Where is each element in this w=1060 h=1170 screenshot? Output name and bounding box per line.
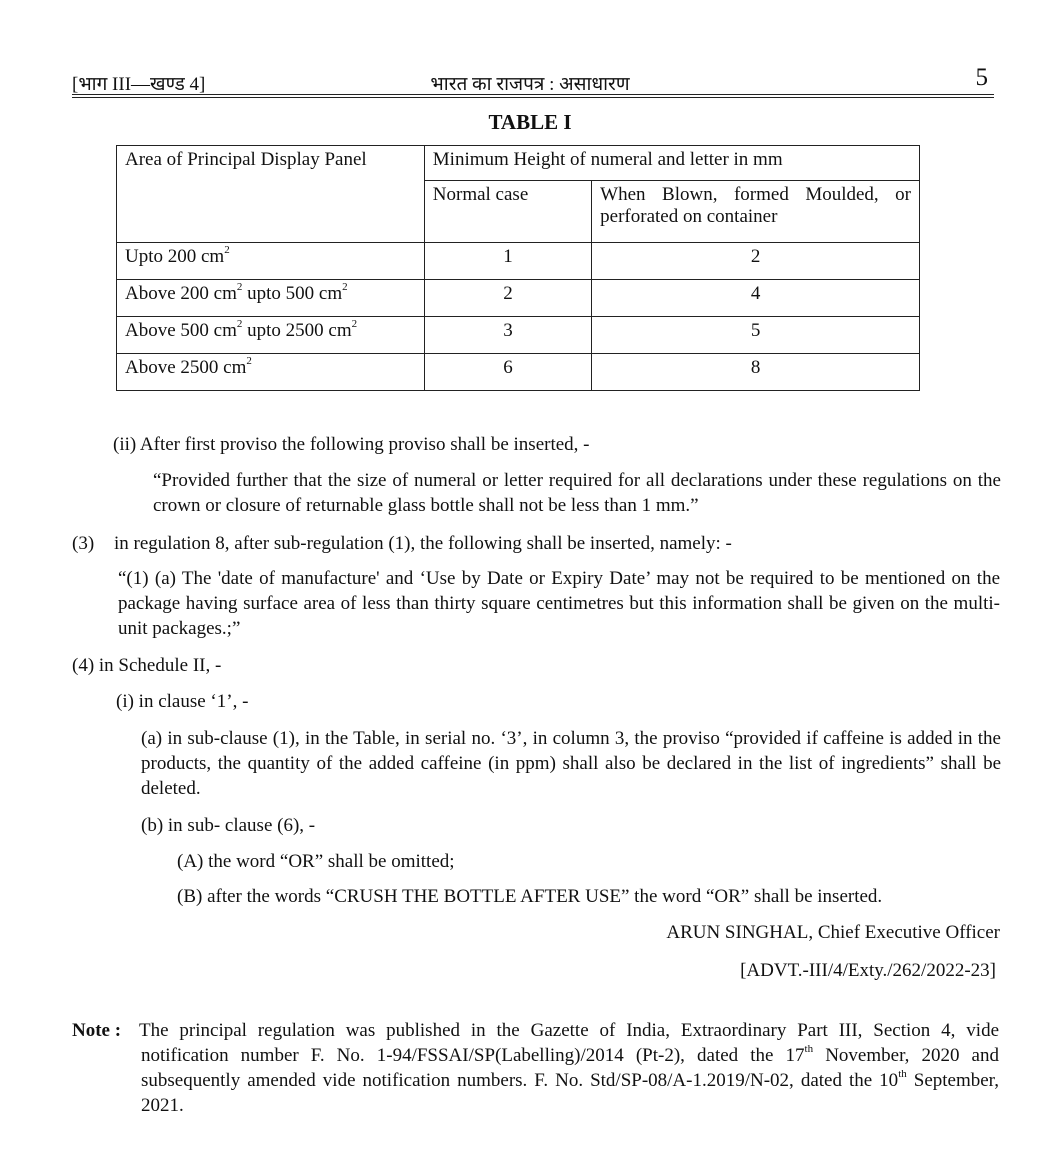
blown-case-cell: 8 [592,354,920,391]
table-title: TABLE I [488,110,572,134]
table-row [117,280,920,317]
table-row [117,243,920,280]
note-label: Note : [72,1020,122,1041]
blown-case-cell: 5 [592,317,920,354]
header-normal-case: Normal case [424,181,591,243]
area-cell: Above 200 $cm^2$ upto 500 $cm^2$ [117,280,425,317]
area-cell: Above 2500 $cm^2$ [117,354,425,391]
clause-4-B: (B) after the words “CRUSH THE BOTTLE AFTER USE” the word “OR” shall be inserted. [177,886,883,907]
clause-ii-quote: “Provided further that the size of numeral or letter required for all declarations under these regulations on the crown or closure of returnable glass bottle shall not be less than 1 mm.” [153,470,1001,516]
area-cell: Upto 200 $cm^2$ [117,243,425,280]
page-number: 5 [975,64,988,91]
header-part-label: [भाग III—खण्ड 4] [72,74,206,95]
clause-4-A: (A) the word “OR” shall be omitted; [177,851,455,872]
clause-3-quote: “(1) (a) The 'date of manufacture' and ‘Use by Date or Expiry Date’ may not be required to be mentioned on the package having surface area of less than thirty square centimetres but this information shall be given on the multi-unit packages.;” [118,568,1000,639]
note-text: The principal regulation was published in the Gazette of India, Extraordinary Part III, Section 4, vide notification number F. No. 1-94/FSSAI/SP(Labelling)/2014 (Pt-2), dated the 17th November, 2020 and subsequently amended vide notification numbers. F. No. Std/SP-08/A-1.2019/N-02, dated the 10th September, 2021. [139,1020,999,1116]
header-gazette-title: भारत का राजपत्र : असाधारण [430,74,630,95]
table-row [117,354,920,391]
header-blown-moulded: When Blown, formed Moulded, or perforated on container [592,181,920,243]
normal-case-cell: 1 [424,243,591,280]
header-min-height: Minimum Height of numeral and letter in mm [424,146,919,181]
clause-4-i: (i) in clause ‘1’, - [116,691,249,712]
clause-4-a: (a) in sub-clause (1), in the Table, in serial no. ‘3’, in column 3, the proviso “provided if caffeine is added in the products, the quantity of the added caffeine (in ppm) shall also be declared in the list of ingredients” shall be deleted. [141,728,1001,799]
label-height-table [116,145,920,391]
normal-case-cell: 6 [424,354,591,391]
table-header-row [117,146,920,181]
normal-case-cell: 3 [424,317,591,354]
clause-ii: (ii) After first proviso the following proviso shall be inserted, - [113,434,590,455]
advertisement-number: [ADVT.-III/4/Exty./262/2022-23] [740,960,996,981]
signatory: ARUN SINGHAL, Chief Executive Officer [666,922,1000,943]
clause-4-b: (b) in sub- clause (6), - [141,815,316,836]
header-rule [72,94,994,98]
clause-4: (4) in Schedule II, - [72,655,222,676]
table-row [117,317,920,354]
blown-case-cell: 4 [592,280,920,317]
area-cell: Above 500 $cm^2$ upto 2500 $cm^2$ [117,317,425,354]
clause-3: in regulation 8, after sub-regulation (1), the following shall be inserted, namely: - [114,533,732,554]
clause-3-number: (3) [72,533,95,554]
normal-case-cell: 2 [424,280,591,317]
blown-case-cell: 2 [592,243,920,280]
header-area: Area of Principal Display Panel [117,146,425,243]
page-header [66,64,994,98]
